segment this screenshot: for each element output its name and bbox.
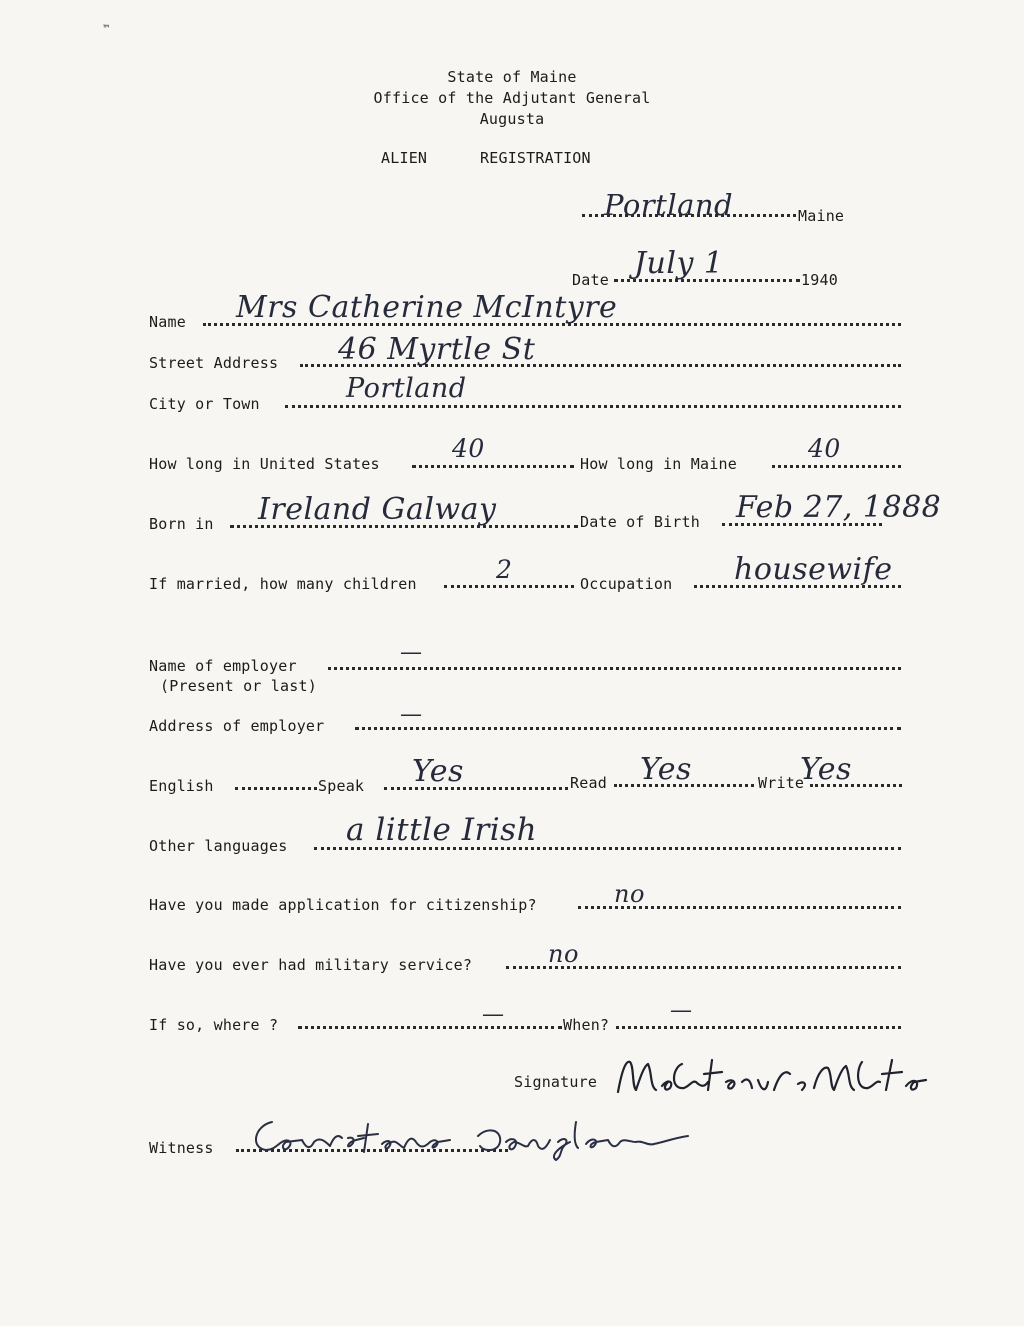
witness-signature-scribble (244, 1112, 714, 1164)
witness-label: Witness (149, 1139, 214, 1157)
street-value: 46 Myrtle St (338, 332, 536, 367)
how-long-maine-dots (772, 465, 901, 468)
military-value: no (548, 940, 579, 968)
place-suffix: Maine (798, 207, 845, 225)
speak-value: Yes (412, 754, 464, 789)
write-label: Write (758, 774, 805, 792)
city-value: Portland (346, 373, 467, 404)
children-value: 2 (496, 555, 513, 584)
when-value: — (670, 998, 693, 1023)
employer-address-label: Address of employer (149, 717, 325, 735)
how-long-us-label: How long in United States (149, 455, 380, 473)
children-label: If married, how many children (149, 575, 417, 593)
citizenship-value: no (614, 880, 645, 908)
when-dots (616, 1026, 901, 1029)
how-long-maine-label: How long in Maine (580, 455, 737, 473)
how-long-us-value: 40 (452, 434, 485, 463)
born-value: Ireland Galway (258, 492, 497, 527)
english-label: English (149, 777, 214, 795)
name-label: Name (149, 313, 186, 331)
where-label: If so, where ? (149, 1016, 279, 1034)
employer-name-sublabel: (Present or last) (160, 677, 317, 695)
employer-name-label: Name of employer (149, 657, 297, 675)
other-languages-value: a little Irish (346, 812, 538, 848)
occupation-label: Occupation (580, 575, 673, 593)
title-alien: ALIEN (381, 149, 428, 167)
occupation-value: housewife (734, 552, 893, 587)
name-value: Mrs Catherine McIntyre (236, 290, 618, 325)
how-long-maine-value: 40 (808, 434, 841, 463)
where-dots (298, 1026, 562, 1029)
how-long-us-dots (412, 465, 574, 468)
date-value: July 1 (634, 246, 724, 281)
read-label: Read (570, 774, 607, 792)
children-dots (444, 585, 574, 588)
other-languages-label: Other languages (149, 837, 288, 855)
where-value: — (482, 1002, 505, 1027)
speak-label: Speak (318, 777, 365, 795)
employer-address-dots (355, 727, 901, 730)
header-city: Augusta (479, 110, 545, 128)
signature-label: Signature (514, 1073, 598, 1091)
read-value: Yes (640, 752, 692, 787)
signature-scribble (612, 1052, 932, 1100)
dob-label: Date of Birth (580, 513, 700, 531)
city-label: City or Town (149, 395, 260, 413)
english-dots (235, 787, 317, 790)
citizenship-label: Have you made application for citizenship? (149, 896, 537, 914)
street-label: Street Address (149, 354, 279, 372)
city-dots (285, 405, 901, 408)
dob-value: Feb 27, 1888 (736, 490, 942, 525)
born-label: Born in (149, 515, 214, 533)
date-year: 1940 (801, 271, 838, 289)
military-label: Have you ever had military service? (149, 956, 473, 974)
header-office: Office of the Adjutant General (373, 89, 651, 107)
employer-name-dots (328, 667, 901, 670)
title-registration: REGISTRATION (480, 149, 591, 167)
employer-address-value: — (400, 702, 423, 727)
employer-name-value: — (400, 640, 423, 665)
when-label: When? (563, 1016, 610, 1034)
stray-mark: ™ (103, 24, 110, 35)
write-value: Yes (800, 752, 852, 787)
date-label: Date (572, 271, 609, 289)
header-state: State of Maine (447, 68, 577, 86)
place-value: Portland (604, 188, 734, 222)
